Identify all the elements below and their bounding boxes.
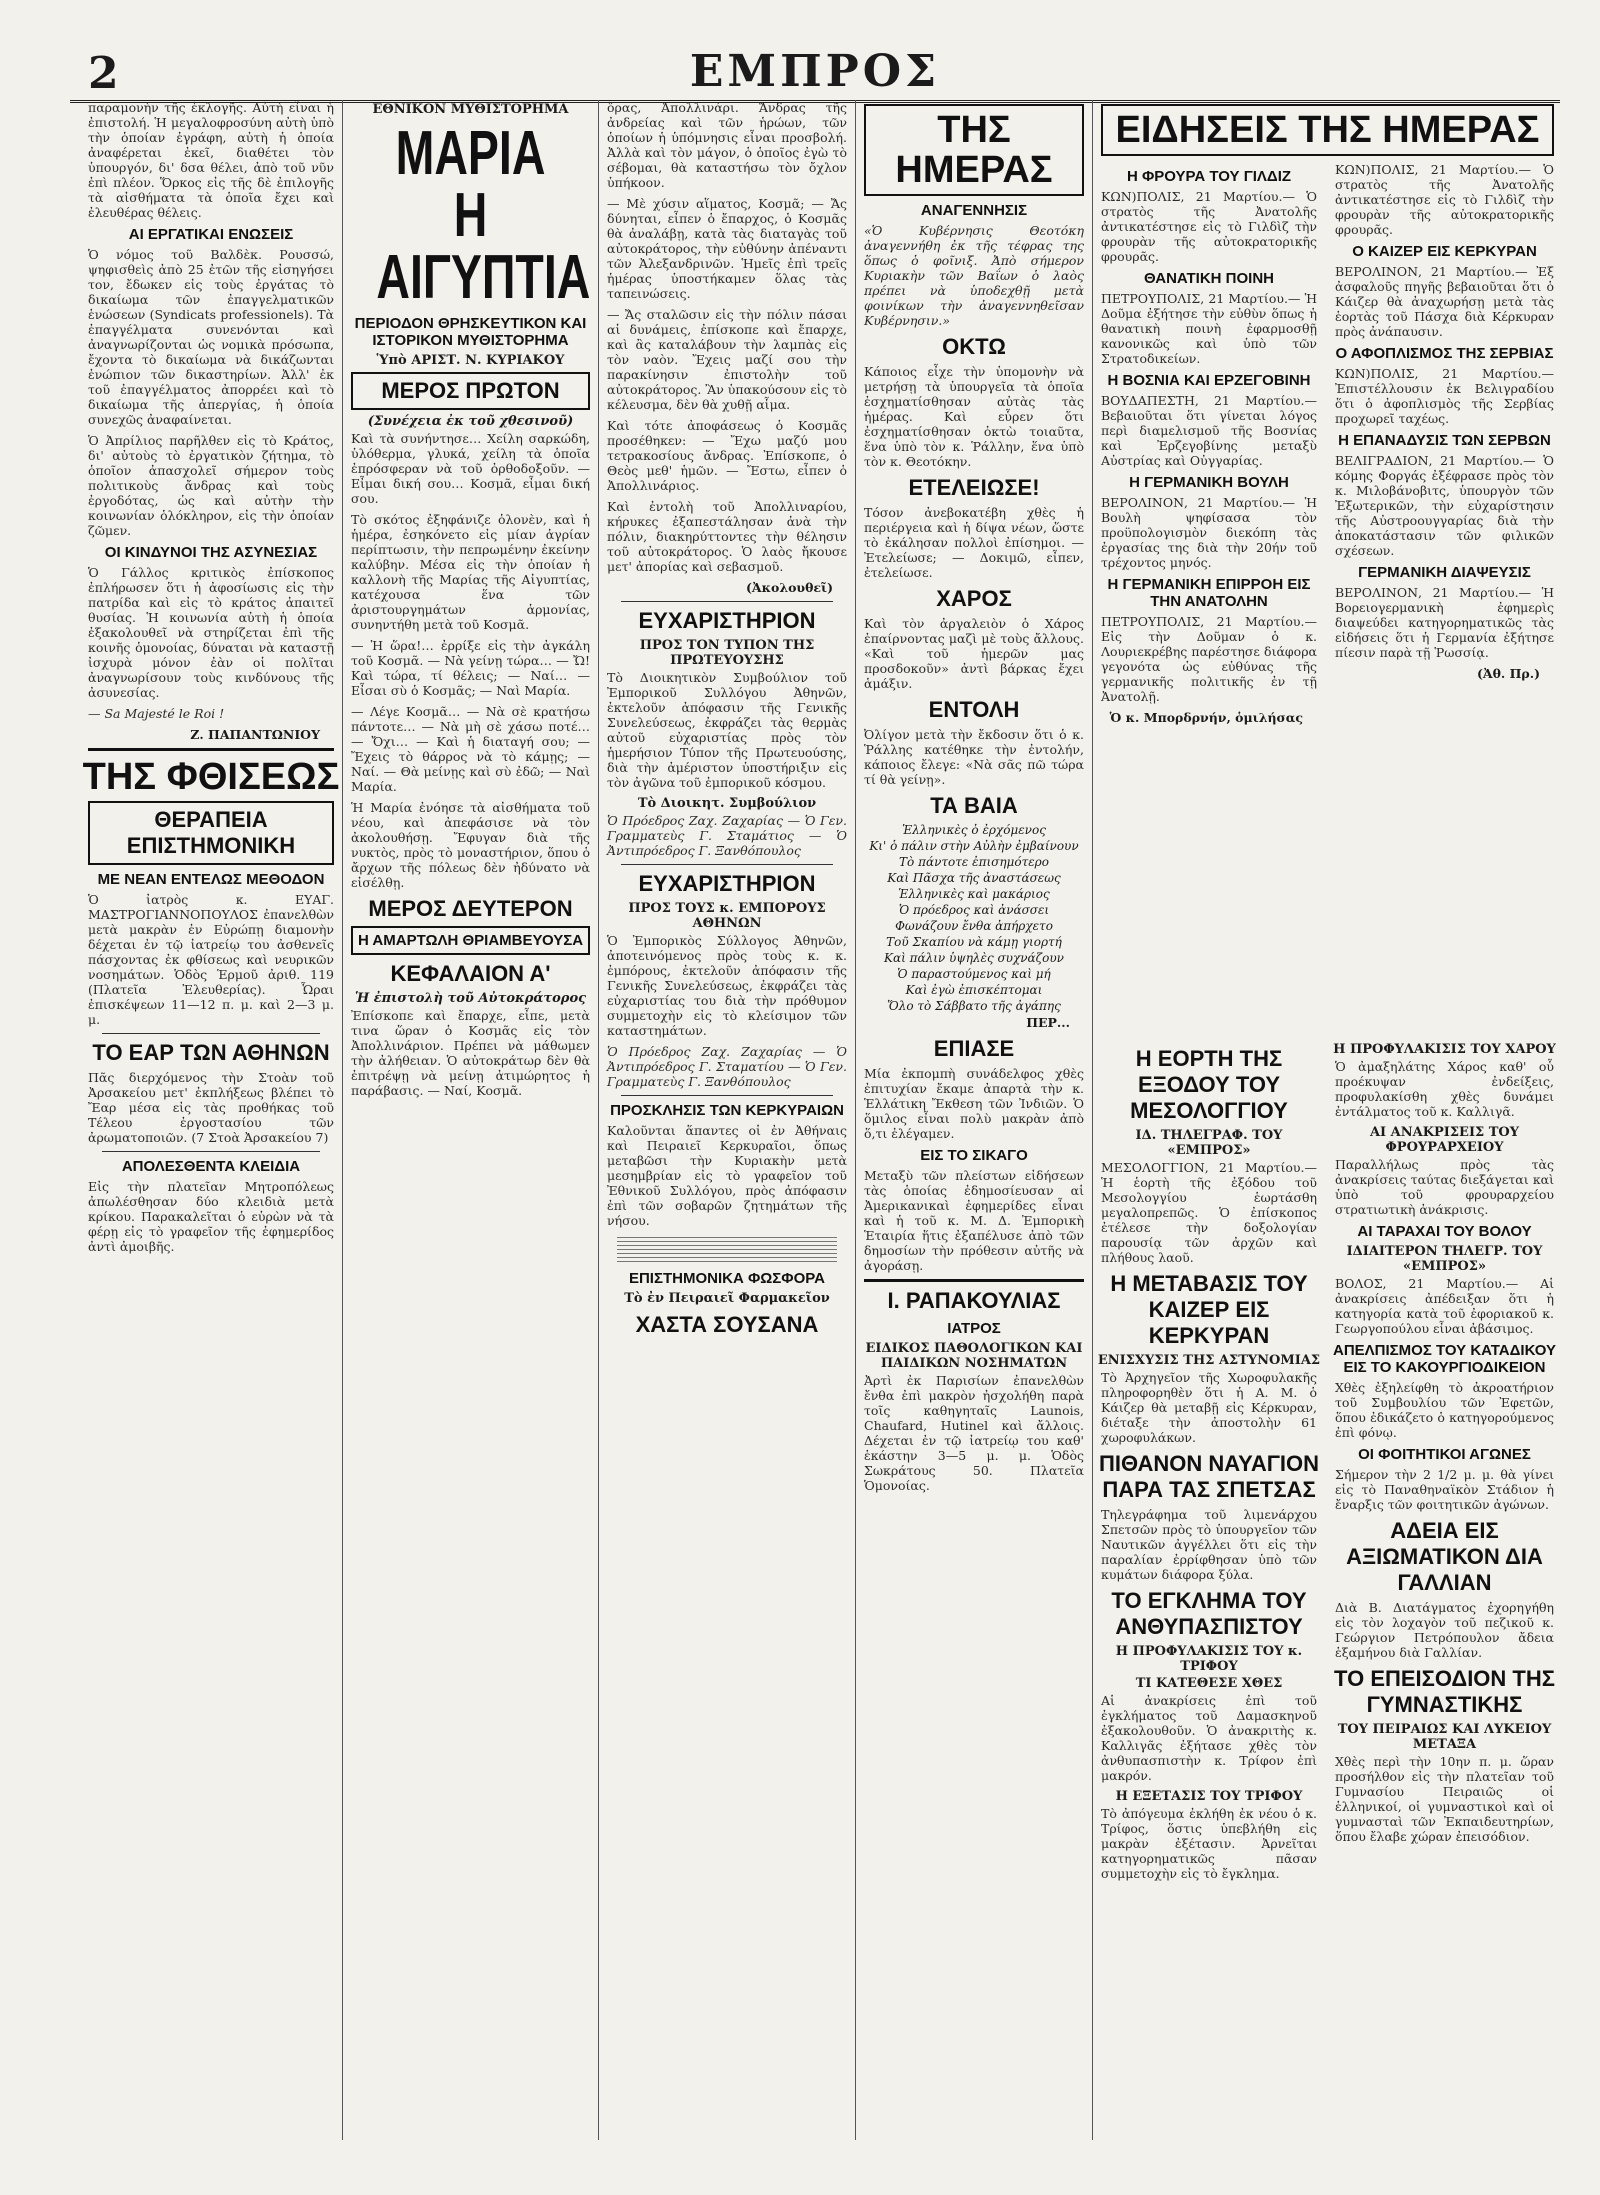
verse-line: Κι' ὁ πάλιν στὴν Αὐλὴν ἐμβαίνουν (869, 839, 1079, 853)
column-5 (1095, 100, 1560, 2155)
article-text: Μεταξὺ τῶν πλείστων εἰδήσεων τὰς ὁποίας ἐδημοσίευσαν αἱ Ἀμερικανικαὶ ἐφημερίδες εἶναι καὶ ἡ τοῦ κ. Μ. Δ. Ἐμπορικὴ Ἑταιρία ἥτις ἐξαπέλυσε ἀπὸ τῶν δημοσίων τὴν πρόθεσιν αὐτῆς νὰ ἀγοράσῃ. (864, 1168, 1084, 1273)
notice-names: Ὁ Πρόεδρος Ζαχ. Ζαχαρίας — Ὁ Ἀντιπρόεδρος Γ. Σταματίου — Ὁ Γεν. Γραμματεὺς Γ. Ξανθόπουλος (607, 1044, 847, 1089)
article-heading: ΑΔΕΙΑ ΕΙΣ ΑΞΙΩΜΑΤΙΚΟΝ ΔΙΑ ΓΑΛΛΙΑΝ (1346, 1518, 1543, 1595)
article-heading: ΕΙΣ ΤΟ ΣΙΚΑΓΟ (920, 1147, 1028, 1164)
serial-text: — Λέγε Κοσμᾶ… — Νὰ σὲ κρατήσω πάντοτε… — Νὰ μὴ σὲ χάσω ποτέ… — Ὄχι… — Καὶ ἡ διαταγή σου; — Ἔχεις τὸ θάρρος νὰ τὸ κάμῃς; — Ναί. — Θὰ μείνῃς καὶ σὺ ἐδῶ; — Ναὶ Μαρία. (351, 704, 590, 794)
article-heading: ΤΑ ΒΑΙΑ (930, 793, 1018, 818)
verse-line: Ἑλληνικὲς ὁ ἐρχόμενος (902, 823, 1046, 837)
article-heading: ΕΠΙΑΣΕ (933, 1036, 1015, 1061)
article-subheading: ΕΝΙΣΧΥΣΙΣ ΤΗΣ ΑΣΤΥΝΟΜΙΑΣ (1097, 1353, 1321, 1368)
news-heading: Ο ΚΑΙΖΕΡ ΕΙΣ ΚΕΡΚΥΡΑΝ (1352, 243, 1537, 260)
news-heading: Η ΒΟΣΝΙΑ ΚΑΙ ΕΡΖΕΓΟΒΙΝΗ (1107, 372, 1311, 389)
ad-subheading: ΕΙΔΙΚΟΣ ΠΑΘΟΛΟΓΙΚΩΝ ΚΑΙ ΠΑΙΔΙΚΩΝ ΝΟΣΗΜΑΤΩΝ (865, 1341, 1083, 1371)
divider (621, 601, 833, 602)
article-heading: ΑΠΕΛΠΙΣΜΟΣ ΤΟΥ ΚΑΤΑΔΙΚΟΥ ΕΙΣ ΤΟ ΚΑΚΟΥΡΓΙΟΔΙΚΕΙΟΝ (1333, 1342, 1556, 1376)
column-2 (345, 100, 596, 2155)
section-header: ΤΗΣ ΗΜΕΡΑΣ (864, 104, 1084, 196)
serial-text: — Ἄς σταλῶσιν εἰς τὴν πόλιν πάσαι αἱ δυνάμεις, ἐπίσκοπε καὶ ἔπαρχε, καὶ ἂς καταλάβουν τὴν λαμπὰς εἰς τὸν ναὸν. Ἔχεις μαζί σου τὴν παρακίνησιν ἐπιστολὴν τοῦ αὐτοκράτορος. Ἂν ὑπακούσουν εἰς τὸ κέλευσμα, δὲν θὰ χυθῇ αἷμα. (607, 307, 847, 412)
serial-text: Ἡ Μαρία ἐνόησε τὰ αἰσθήματα τοῦ νέου, καὶ ἀπεφάσισε νὰ τὸν ἀκολουθήσῃ. Ἔφυγαν διὰ τῆς νυκτὸς, πρὸς τὸ μοναστήριον, ὅπου ὁ ἄρχων τῆς πόλεως δὲν ἠδύνατο νὰ εἰσέλθῃ. (351, 800, 590, 890)
ad-heading: ΤΗΣ ΦΘΙΣΕΩΣ (82, 756, 340, 798)
local-news-right (1329, 1040, 1560, 1850)
news-heading: Η ΓΕΡΜΑΝΙΚΗ ΒΟΥΛΗ (1129, 474, 1289, 491)
notice-subheading: ΠΡΟΣ ΤΟΝ ΤΥΠΟΝ ΤΗΣ ΠΡΩΤΕΥΟΥΣΗΣ (639, 638, 815, 668)
article-text: Ὁ ἀμαξηλάτης Χάρος καθ' οὗ προέκυψαν ἐνδείξεις, προφυλακίσθη χθὲς δυνάμει ἐντάλματος τοῦ κ. Καλλιγᾶ. (1335, 1059, 1554, 1119)
telegram-label: ΙΔΙΑΙΤΕΡΟΝ ΤΗΛΕΓΡ. ΤΟΥ «ΕΜΠΡΟΣ» (1346, 1244, 1543, 1274)
news-heading: Η ΕΠΑΝΑΔΥΣΙΣ ΤΩΝ ΣΕΡΒΩΝ (1338, 432, 1551, 449)
news-text: ΚΩΝ)ΠΟΛΙΣ, 21 Μαρτίου.— Ἐπιστέλλουσιν ἐκ Βελιγραδίου ὅτι ὁ ἀφοπλισμὸς τῆς Σερβίας προχωρεῖ ταχέως. (1335, 366, 1554, 426)
article-heading: ΑΙ ΤΑΡΑΧΑΙ ΤΟΥ ΒΟΛΟΥ (1357, 1223, 1532, 1240)
article-subheading: Η ΕΞΕΤΑΣΙΣ ΤΟΥ ΤΡΙΦΟΥ (1115, 1789, 1303, 1804)
ad-footer: ΧΑΣΤΑ ΣΟΥΣΑΝΑ (635, 1312, 819, 1337)
article-text: Χθὲς ἐξηλείφθη τὸ ἀκροατήριον τοῦ Συμβουλίου τῶν Ἐφετῶν, ὅπου ἐδικάζετο ὁ κατηγορούμενος ἐπὶ φόνῳ. (1335, 1380, 1554, 1440)
article-text: Τόσον ἀνεβοκατέβη χθὲς ἡ περιέργεια καὶ ἡ δίψα νέων, ὥστε τὸ ἐκάλησαν πολλοὶ ἐπίσημοι. — Ἐτελείωσε; — Δοκιμῶ, εἶπεν, ἐτελείωσε. (864, 505, 1084, 580)
column-1 (82, 100, 340, 2155)
article-heading: ΤΟ ΕΓΚΛΗΜΑ ΤΟΥ ΑΝΘΥΠΑΣΠΙΣΤΟΥ (1111, 1588, 1307, 1639)
column-rule (1092, 100, 1093, 2140)
ad-text: Εἰς τὴν πλατεῖαν Μητροπόλεως ἀπωλέσθησαν δύο κλειδιὰ μετὰ κρίκου. Παρακαλεῖται ὁ εὑρὼν νὰ τὰ φέρῃ εἰς τὸ γραφεῖον τῆς ἐφημερίδος ἀντὶ ἀμοιβῆς. (88, 1179, 334, 1254)
ad-text: Ἀρτὶ ἐκ Παρισίων ἐπανελθὼν ἔνθα ἐπὶ μακρὸν ἠσχολήθη παρὰ τοῖς καθηγηταῖς Launois, Chaufard, Hutinel καὶ ἄλλοις. Δέχεται ἐν τῷ ἰατρείῳ του καθ' ἑκάστην 3—5 μ. μ. Ὁδὸς Σωκράτους 50. Πλατεῖα Ὁμονοίας. (864, 1373, 1084, 1493)
article-text: Ὁ νόμος τοῦ Βαλδὲκ. Ρουσσώ, ψηφισθεὶς ἀπὸ 25 ἐτῶν τῆς εἰσηγήσει τον, ἔδωκεν εἰς τοὺς ἐργάτας τὸ δικαίωμα τῶν ἐπαγγελματικῶν ἑνώσεων (Syndicats professionels). Τὰ ἐπαγγέλματα συνενόνται καὶ ἀναγνωρίζονται ὡς νομικὰ πρόσωπα, ἔχοντα τὸ δικαίωμα νὰ δικάζωνται ἐνώπιον τῶν δικαστηρίων. Ἀλλ' ἐκ τοῦ ἐπαγγέλματος ἀπορρέει καὶ τὸ δικαίωμα τῆς ἀπεργίας, ἡ ὁποία συνεχῶς ἀναφαίνεται. (88, 247, 334, 427)
news-subcolumn-left (1095, 162, 1323, 727)
article-text: Μία ἐκπομπὴ συνάδελφος χθὲς ἐπιτυχίαν ἔκαμε ἀπαρτὰ τὴν κ. Ἑλλάτικη Ἔκθεση τῶν Ἰνδιῶν. Ὁ ὅμιλος εἶναι πολὺ μακρὰν ἀπὸ ὅ,τι ἐλέγαμεν. (864, 1066, 1084, 1141)
serial-text: Τὸ σκότος ἐξηφάνιζε ὁλονὲν, καὶ ἡ ἡμέρα, ἐσηκόνετο εἰς μίαν ἀγρίαν περίπτωσιν, τὴν πεπρωμένην ἐκείνην καλύβην. Μέσα εἰς τὴν ὁποίαν ἡ καλλονὴ τῆς Μαρίας τῆς Αἰγυπτίας, κατέχουσα ἕνα τῶν ἀριστουργημάτων ἁρμονίας, συνηντήθη μετὰ τοῦ Κοσμᾶ. (351, 512, 590, 632)
article-heading: ΕΤΕΛΕΙΩΣΕ! (908, 475, 1040, 500)
notice-text: Τὸ Διοικητικὸν Συμβούλιον τοῦ Ἐμπορικοῦ Συλλόγου Ἀθηνῶν, ἐκτελοῦν ἀπόφασιν τῆς Γενικῆς Συνελεύσεως, ἐκφράζει τὰς θερμὰς αὐτοῦ εὐχαριστίας πρὸς τὸν ἡμερήσιον Τύπον τῆς Πρωτευούσης, διὰ τὴν ἀμέριστον ὑποστήριξιν εἰς τὸν ἀγῶνα τοῦ ἐμπορικοῦ κόσμου. (607, 670, 847, 790)
telegram-label: ΙΔ. ΤΗΛΕΓΡΑΦ. ΤΟΥ «ΕΜΠΡΟΣ» (1135, 1128, 1283, 1158)
verse-line: Καὶ ἐγὼ ἐπισκέπτομαι (905, 983, 1043, 997)
ad-text: Πᾶς διερχόμενος τὴν Στοὰν τοῦ Ἀρσακείου μετ' ἐκπλήξεως βλέπει τὸ Ἔαρ μέσα εἰς τὰς προθήκας τοῦ Τέλεου ἐργοστασίου τῶν ἀρωματοποιῶν. (7 Στοὰ Ἀρσακείου 7) (88, 1070, 334, 1145)
serial-text: Καὶ ἐντολὴ τοῦ Ἀπολλιναρίου, κήρυκες ἐξαπεστάλησαν ἀνὰ τὴν πόλιν, διακηρύττοντες τὴν θέλησιν τοῦ αὐτοκράτορος. Ὁ λαὸς ἤκουσε μετ' ἀπορίας καὶ σεβασμοῦ. (607, 499, 847, 574)
article-text: Ὁ Γάλλος κριτικὸς ἐπίσκοπος ἐπλήρωσεν ὅτι ἡ ἀφοσίωσις εἰς τὴν πατρίδα καὶ εἰς τὸ κράτος ἀπαιτεῖ θυσίας. Ἡ κοινωνία αὐτὴ ἡ ὁποία ἐξακολουθεῖ νὰ στηρίζεται ἐπὶ τῆς κοινῆς ὁμονοίας, δύναται νὰ καταστῇ ἰσχυρὰ μόνον ἐὰν οἱ πολῖται ἀναγνωρίσουν τοὺς κινδύνους τῆς ἀσυνεσίας. (88, 565, 334, 700)
column-4 (858, 100, 1090, 2155)
article-text: Αἱ ἀνακρίσεις ἐπὶ τοῦ ἐγκλήματος τοῦ Δαμασκηνοῦ ἐξακολουθοῦν. Ὁ ἀνακριτὴς κ. Καλλιγᾶς ἐξήτασε χθὲς τὸν ἀνθυπασπιστὴν κ. Τρίφον ἐπὶ μακρόν. (1101, 1693, 1317, 1783)
serial-text: — Μὲ χύσιν αἵματος, Κοσμᾶ; — Ἄς δύνηται, εἶπεν ὁ ἔπαρχος, ὁ Κοσμᾶς θὰ ἀναλάβῃ, κατὰ τὰς διαταγὰς τοῦ αὐτοκράτορος, τὴν εὐθύνην ἀπέναντι τῶν Ἀλεξανδρινῶν. Ἡμεῖς ἐπὶ τρεῖς ἡμέρας ὑποστήκαμεν ὅλας τὰς ταπεινώσεις. (607, 196, 847, 301)
news-text: ΒΕΡΟΛΙΝΟΝ, 21 Μαρτίου.— Ἡ Βορειογερμανικὴ ἐφημερὶς διαψεύδει κατηγορηματικῶς τὰς εἰδήσεις ὅτι ἡ Γερμανία ἐξήτησε πίεσιν παρὰ τῇ Ῥωσσίᾳ. (1335, 585, 1554, 660)
article-heading: ΑΝΑΓΕΝΝΗΣΙΣ (920, 202, 1028, 219)
article-text: Διὰ Β. Διατάγματος ἐχορηγήθη εἰς τὸν λοχαγὸν τοῦ πεζικοῦ κ. Γεώργιον Πετρόπουλον ἄδεια ἑξαμήνου διὰ Γαλλίαν. (1335, 1600, 1554, 1660)
article-heading: Η ΕΟΡΤΗ ΤΗΣ ΕΞΟΔΟΥ ΤΟΥ ΜΕΣΟΛΟΓΓΙΟΥ (1130, 1046, 1288, 1123)
chapter-title: Ἡ ἐπιστολὴ τοῦ Αὐτοκράτορος (354, 991, 587, 1006)
column-rule (342, 100, 343, 2140)
article-text: παραμονὴν τῆς ἐκλογῆς. Αὐτὴ εἶναι ἡ ἐπιστολή. Ἡ μεγαλοφροσύνη αὐτὴ ὑπὸ τὴν ὁποίαν ἐγράφη, αὐτὴ ἡ ὁποία ἀναφέρεται ἐκεῖ, διαθέτει τὸν ὑπουργόν, δι' δσα θέλει, ἀπὸ τοῦ νῦν ἐπὶ πλέον. Ὅρκος εἰς τῆς δὲ ἐπιλογῆς τὰ αἰσθήματα τὰ ὁποῖα ἔχει καὶ ἐλευθέρας θέλεις. (88, 100, 334, 220)
ad-text: Τὸ ἐν Πειραιεῖ Φαρμακεῖον (624, 1291, 830, 1306)
article-text: ΜΕΣΟΛΟΓΓΙΟΝ, 21 Μαρτίου.— Ἡ ἑορτὴ τῆς ἐξόδου τοῦ Μεσολογγίου ἑωρτάσθη μεγαλοπρεπῶς. Ὁ ἐπίσκοπος ἐτέλεσε τὴν δοξολογίαν παρουσίᾳ τῶν ἀρχῶν καὶ πλήθους λαοῦ. (1101, 1160, 1317, 1265)
article-subheading: ΑΙ ΑΝΑΚΡΙΣΕΙΣ ΤΟΥ ΦΡΟΥΡΑΡΧΕΙΟΥ (1369, 1125, 1520, 1155)
divider (88, 748, 334, 751)
article-text: Παραλλήλως πρὸς τὰς ἀνακρίσεις ταύτας διεξάγεται καὶ ὑπὸ τοῦ φρουραρχείου στρατιωτικὴ ἀνάκρισις. (1335, 1157, 1554, 1217)
divider (864, 1279, 1084, 1282)
news-signature: (Ἀθ. Πρ.) (1476, 666, 1540, 681)
divider (102, 1151, 320, 1152)
ad-subheading: ΙΑΤΡΟΣ (947, 1320, 1001, 1337)
article-text: Τὸ ἀπόγευμα ἐκλήθη ἐκ νέου ὁ κ. Τρίφος, ὅστις ὑπεβλήθη εἰς μακρὰν ἐξέτασιν. Ἀρνεῖται κατηγορηματικῶς πᾶσαν συμμετοχὴν εἰς τὸ ἔγκλημα. (1101, 1806, 1317, 1881)
article-text: Ὁ Ἀπρίλιος παρῆλθεν εἰς τὸ Κράτος, δι' αὐτοὺς τὸ ἐργατικὸν ζήτημα, τὸ ὁποῖον ἀπασχολεῖ σήμερον τοὺς πολιτικοὺς ἄνδρας καὶ τοὺς ἐργοδότας, ὡς καὶ αὐτὴν τὴν κοινωνίαν ὁλόκληρον, εἰς τὴν ὁποίαν ζῶμεν. (88, 433, 334, 538)
notice-text: Καλοῦνται ἅπαντες οἱ ἐν Ἀθήναις καὶ Πειραιεῖ Κερκυραῖοι, ὅπως μεταβῶσι τὴν Κυριακὴν μετὰ μεσημβρίαν εἰς τὸ γραφεῖον τοῦ Ἐθνικοῦ Συλλόγου, πρὸς ἀπόφασιν ἐπὶ τῶν σοβαρῶν ζητημάτων τῆς νήσου. (607, 1123, 847, 1228)
article-subheading: Η ΠΡΟΦΥΛΑΚΙΣΙΣ ΤΟΥ ΧΑΡΟΥ (1333, 1042, 1556, 1057)
ad-subheading: ΜΕ ΝΕΑΝ ΕΝΤΕΛΩΣ ΜΕΘΟΔΟΝ (97, 871, 325, 888)
article-text: Καὶ τὸν ἀργαλειὸν ὁ Χάρος ἐπαίρνοντας μαζὶ μὲ τοὺς ἄλλους. «Καὶ τοῦ ἡμερῶν μας προσδοκοῦν» ἀντὶ βάρκας ἔχει ἁμάξιν. (864, 616, 1084, 691)
news-heading: Η ΓΕΡΜΑΝΙΚΗ ΕΠΙΡΡΟΗ ΕΙΣ ΤΗΝ ΑΝΑΤΟΛΗΝ (1107, 576, 1311, 610)
section-header: ΕΙΔΗΣΕΙΣ ΤΗΣ ΗΜΕΡΑΣ (1101, 104, 1554, 156)
article-subheading: ΤΟΥ ΠΕΙΡΑΙΩΣ ΚΑΙ ΛΥΚΕΙΟΥ ΜΕΤΑΞΑ (1337, 1722, 1552, 1752)
news-text: ΚΩΝ)ΠΟΛΙΣ, 21 Μαρτίου.— Ὁ στρατὸς τῆς Ἀνατολῆς ἀντικατέστησε εἰς τὸ Γιλδὶζ τὴν φρουρὰν τῆς αὐτοκρατορικῆς φρουρᾶς. (1101, 189, 1317, 264)
news-text: ΒΕΡΟΛΙΝΟΝ, 21 Μαρτίου.— Ἡ Βουλὴ ψηφίσασα τὸν προϋπολογισμὸν διεκόπη τὰς ἐργασίας της διὰ τὴν 20ήν τοῦ τρέχοντος μηνός. (1101, 495, 1317, 570)
article-text: Χθὲς περὶ τὴν 10ην π. μ. ὥραν προσήλθον εἰς τὴν πλατεῖαν τοῦ Γυμνασίου Πειραιῶς οἱ ἑλληνικοί, οἱ γυμναστικοὶ καὶ οἱ γυμνασταὶ τῶν Ἐκπαιδευτηρίων, ὅπου ἔλαβε χώραν ἐπεισόδιον. (1335, 1754, 1554, 1844)
notice-signature: Τὸ Διοικητ. Συμβούλιον (637, 796, 817, 811)
verse-line: Ὁ παραστούμενος καὶ μή (897, 967, 1051, 981)
verse-line: Ὅλο τὸ Σάββατο τῆς ἀγάπης (887, 999, 1061, 1013)
verse-line: Τοῦ Σκαπίου νὰ κάμῃ γιορτή (886, 935, 1062, 949)
divider (102, 1033, 320, 1034)
news-text: ΒΕΡΟΛΙΝΟΝ, 21 Μαρτίου.— Ἐξ ἀσφαλοῦς πηγῆς βεβαιοῦται ὅτι ὁ Κάιζερ θὰ ἀναχωρήσῃ μετὰ τὰς ἑορτὰς τοῦ Πάσχα διὰ Κέρκυραν πρὸς ἀνάπαυσιν. (1335, 264, 1554, 339)
ad-heading: ΑΠΟΛΕΣΘΕΝΤΑ ΚΛΕΙΔΙΑ (121, 1158, 301, 1175)
verse-line: Ὁ πρόεδρος καὶ ἀνάσσει (898, 903, 1050, 917)
article-heading: ΧΑΡΟΣ (936, 586, 1012, 611)
series-label: ΕΘΝΙΚΟΝ ΜΥΘΙΣΤΟΡΗΜΑ (372, 102, 569, 117)
notice-heading: ΠΡΟΣΚΛΗΣΙΣ ΤΩΝ ΚΕΡΚΥΡΑΙΩΝ (610, 1102, 844, 1119)
notice-heading: ΕΥΧΑΡΙΣΤΗΡΙΟΝ (638, 608, 816, 633)
news-text: ΠΕΤΡΟΥΠΟΛΙΣ, 21 Μαρτίου.— Εἰς τὴν Δοῦμαν ὁ κ. Λουριεκρέβης παρέστησε διάφορα γεγονότα ὡς εὐθύνας τῆς γερμανικῆς πολιτικῆς ἐν τῇ Ἀνατολῇ. (1101, 614, 1317, 704)
part-heading: ΜΕΡΟΣ ΔΕΥΤΕΡΟΝ (368, 896, 573, 921)
serial-text: Καὶ τὰ συνήντησε… Χείλη σαρκώδη, ὑλόθερμα, γλυκά, χείλη τὰ ὁποῖα ἐπρόσφεραν νὰ τοῦ ὀρθοδοξοῦν. — Εἶμαι δική σου… Κοσμᾶ, εἶμαι δική σου. (351, 431, 590, 506)
ad-heading: ΕΠΙΣΤΗΜΟΝΙΚΑ ΦΩΣΦΟΡΑ (628, 1270, 826, 1287)
continued-note: (Ἀκολουθεῖ) (746, 580, 833, 595)
decorative-rule (617, 1236, 837, 1262)
article-text: Ὀλίγον μετὰ τὴν ἔκδοσιν ὅτι ὁ κ. Ῥάλλης κατέθηκε τὴν ἐντολήν, κάποιος ἔλεγε: «Νὰ σᾶς πῶ τώρα τί θὰ γείνῃ». (864, 727, 1084, 787)
serial-author: Ὑπὸ ΑΡΙΣΤ. Ν. ΚΥΡΙΑΚΟΥ (376, 353, 565, 368)
divider (621, 1095, 833, 1096)
verse-line: Τὸ πάντοτε ἐπισημότερο (899, 855, 1049, 869)
article-subheading: Η ΠΡΟΦΥΛΑΚΙΣΙΣ ΤΟΥ κ. ΤΡΙΦΟΥ (1115, 1644, 1303, 1674)
news-heading: ΓΕΡΜΑΝΙΚΗ ΔΙΑΨΕΥΣΙΣ (1358, 564, 1531, 581)
ad-heading: ΤΟ ΕΑΡ ΤΩΝ ΑΘΗΝΩΝ (92, 1040, 330, 1065)
article-text: ΒΟΛΟΣ, 21 Μαρτίου.— Αἱ ἀνακρίσεις ἀπέδειξαν ὅτι ἡ κατηγορία κατὰ τοῦ ἐφοριακοῦ κ. Γεωργοπούλου εἶναι ἀβάσιμος. (1335, 1276, 1554, 1336)
continued-note: (Συνέχεια ἐκ τοῦ χθεσινοῦ) (367, 414, 574, 429)
notice-subheading: ΠΡΟΣ ΤΟΥΣ κ. ΕΜΠΟΡΟΥΣ ΑΘΗΝΩΝ (628, 901, 826, 931)
article-heading: ΤΟ ΕΠΕΙΣΟΔΙΟΝ ΤΗΣ ΓΥΜΝΑΣΤΙΚΗΣ (1334, 1666, 1555, 1717)
serial-text: — Ἡ ὥρα!… ἐρρίξε εἰς τὴν ἀγκάλη τοῦ Κοσμᾶ. — Νὰ γείνῃ τώρα… — Ὤ! Καὶ τώρα, τί θέλεις; — Ναί… — Εἶσαι σὺ ὁ Κοσμᾶς; — Ναὶ Μαρία. (351, 638, 590, 698)
part-subheading: Η ΑΜΑΡΤΩΛΗ ΘΡΙΑΜΒΕΥΟΥΣΑ (351, 926, 590, 955)
byline: Ζ. ΠΑΠΑΝΤΩΝΙΟΥ (190, 727, 320, 742)
notice-text: Ὁ Ἐμπορικὸς Σύλλογος Ἀθηνῶν, ἀποτεινόμενος πρὸς τοὺς κ. κ. ἐμπόρους, ἐκτελοῦν ἀπόφασιν τῆς Γενικῆς Συνελεύσεως, ἐκφράζει τὰς εὐχαριστίας του διὰ τὴν πρόθυμον συμμετοχὴν εἰς τὸ κλείσιμον τῶν καταστημάτων. (607, 933, 847, 1038)
notice-names: Ὁ Πρόεδρος Ζαχ. Ζαχαρίας — Ὁ Γεν. Γραμματεὺς Γ. Σταμάτιος — Ὁ Ἀντιπρόεδρος Γ. Ξανθόπουλος (607, 813, 847, 858)
divider (621, 864, 833, 865)
article-text: Κάποιος εἶχε τὴν ὑπομονὴν νὰ μετρήσῃ τὰ ὑπουργεῖα τὰ ὁποῖα ἐσχηματίσθησαν αὐτὰς τὰς ἡμέρας. Καὶ εὗρεν ὅτι ἐσχηματίσθησαν ὀκτὼ τοιαῦτα, ἕνα ὑπὸ τὸν κ. Ῥάλλην, ἕνα ὑπὸ τὸν κ. Θεοτόκην. (864, 364, 1084, 469)
notice-heading: ΕΥΧΑΡΙΣΤΗΡΙΟΝ (638, 871, 816, 896)
article-heading: Η ΜΕΤΑΒΑΣΙΣ ΤΟΥ ΚΑΙΖΕΡ ΕΙΣ ΚΕΡΚΥΡΑΝ (1110, 1271, 1308, 1348)
article-heading: ΠΙΘΑΝΟΝ ΝΑΥΑΓΙΟΝ ΠΑΡΑ ΤΑΣ ΣΠΕΤΣΑΣ (1098, 1451, 1320, 1502)
serial-text: Καὶ τότε ἀποφάσεως ὁ Κοσμᾶς προσέθηκεν: — Ἔχω μαζύ μου τετρακοσίους ἄνδρας. Ἐπίσκοπε, ὁ Θεὸς μεθ' ἡμῶν. — Ἔστω, εἶπεν ὁ Ἀπολλινάριος. (607, 418, 847, 493)
column-rule (598, 100, 599, 2140)
article-heading: ΟΙ ΚΙΝΔΥΝΟΙ ΤΗΣ ΑΣΥΝΕΣΙΑΣ (104, 544, 318, 561)
serial-title: ΜΑΡΙΑ Η ΑΙΓΥΠΤΙΑ (376, 119, 591, 312)
verse-line: Καὶ πάλιν ὑψηλὲς συχνάζουν (884, 951, 1064, 965)
verse-line: Καὶ Πᾶσχα τῆς ἀναστάσεως (887, 871, 1061, 885)
serial-subtitle: ΠΕΡΙΟΔΟΝ ΘΡΗΣΚΕΥΤΙΚΟΝ ΚΑΙ ΙΣΤΟΡΙΚΟΝ ΜΥΘΙΣΤΟΡΗΜΑ (354, 315, 587, 349)
quote: — Sa Majesté le Roi ! (88, 706, 225, 721)
verse-line: Ἑλληνικὲς καὶ μακάριος (898, 887, 1050, 901)
ad-text: Ὁ ἰατρὸς κ. ΕΥΑΓ. ΜΑΣΤΡΟΓΙΑΝΝΟΠΟΥΛΟΣ ἐπανελθὼν μετὰ μακρὰν ἐν Εὐρώπῃ διαμονὴν δέχεται ἐν τῷ ἰατρείῳ του ἀσθενεῖς πάσχοντας ἐκ φθίσεως καὶ νευρικῶν νοσημάτων. Ὁδὸς Ἑρμοῦ ἀριθ. 119 (Πλατεῖα Ἐλευθερίας). Ὧραι ἐπισκέψεων 11—12 π. μ. καὶ 2—3 μ. μ. (88, 892, 334, 1027)
ad-subheading: ΘΕΡΑΠΕΙΑ ΕΠΙΣΤΗΜΟΝΙΚΗ (88, 801, 334, 865)
verse-signature: ΠΕΡ... (1026, 1015, 1070, 1030)
article-heading: ΕΝΤΟΛΗ (928, 697, 1020, 722)
news-text: ΒΟΥΔΑΠΕΣΤΗ, 21 Μαρτίου.— Βεβαιοῦται ὅτι γίνεται λόγος περὶ διαμελισμοῦ τῆς Βοσνίας καὶ Ἐρζεγοβίνης μεταξὺ Αὐστρίας καὶ Οὐγγαρίας. (1101, 393, 1317, 468)
news-text: ΒΕΛΙΓΡΑΔΙΟΝ, 21 Μαρτίου.— Ὁ κόμης Φοργάς ἐξέφρασε πρὸς τὸν κ. Μιλοβάνοβιτς, ὑπουργὸν τῶν Ἐξωτερικῶν, τὴν εὐχαρίστησιν τῆς Αὐστροουγγαρίας διὰ τὴν ἀποκατάστασιν τῶν φιλικῶν σχέσεων. (1335, 453, 1554, 558)
news-text: ΚΩΝ)ΠΟΛΙΣ, 21 Μαρτίου.— Ὁ στρατὸς τῆς Ἀνατολῆς ἀντικατέστησε εἰς τὸ Γιλδὶζ τὴν φρουρὰν τῆς αὐτοκρατορικῆς φρουρᾶς. (1335, 162, 1554, 237)
news-heading: ΘΑΝΑΤΙΚΗ ΠΟΙΝΗ (1143, 270, 1274, 287)
news-signature: Ὁ κ. Μπορδρνήν, ὁμιλήσας (1109, 710, 1303, 725)
serial-text: ὅρας, Ἀπολλινάρι. Ἄνδρας τῆς ἀνδρείας καὶ τῶν ἡρώων, τῶν ὁποίων ἡ ὑπόμνησις εἶναι προσβολή. Ἀλλὰ καὶ τὸν μάγον, ὁ ὁποῖος ἐγὼ τὸ σέβομαι, θὰ καταστήσω τὸν ὄχλον ὑπήκοον. (607, 100, 847, 190)
article-heading: ΟΙ ΦΟΙΤΗΤΙΚΟΙ ΑΓΩΝΕΣ (1358, 1446, 1531, 1463)
ad-heading: Ι. ΡΑΠΑΚΟΥΛΙΑΣ (887, 1288, 1061, 1313)
article-subheading: ΤΙ ΚΑΤΕΘΕΣΕ ΧΘΕΣ (1135, 1676, 1283, 1691)
masthead (70, 40, 1560, 103)
serial-text: Ἐπίσκοπε καὶ ἔπαρχε, εἶπε, μετὰ τινα ὥραν ὁ Κοσμᾶς εἰς τὸν Ἀπολλινάριον. Πρέπει νὰ μάθωμεν τὴν ἀλήθειαν. Ὁ αὐτοκράτωρ δὲν θὰ ἐπιτρέψῃ νὰ μείνῃ ἀτιμώρητος ἡ παράβασις. — Ναί, Κοσμᾶ. (351, 1008, 590, 1098)
column-rule (855, 100, 856, 2140)
chapter-heading: ΚΕΦΑΛΑΙΟΝ Α' (390, 961, 551, 986)
article-text: Τηλεγράφημα τοῦ λιμενάρχου Σπετσῶν πρὸς τὸ ὑπουργεῖον τῶν Ναυτικῶν ἀγγέλλει ὅτι εἰς τὴν παραλίαν ἐρρίφθησαν ὑπὸ τῶν κυμάτων διάφορα ξύλα. (1101, 1507, 1317, 1582)
news-text: ΠΕΤΡΟΥΠΟΛΙΣ, 21 Μαρτίου.— Ἡ Δοῦμα ἐξήτησε τὴν εὐθὺν ὅπως ἡ θανατικὴ ποινὴ ἐφαρμοσθῇ κανονικῶς καὶ ὑπὸ τῶν Στρατοδικείων. (1101, 291, 1317, 366)
article-heading: ΑΙ ΕΡΓΑΤΙΚΑΙ ΕΝΩΣΕΙΣ (128, 226, 294, 243)
newspaper-title: ΕΜΠΡΟΣ (689, 46, 941, 97)
news-heading: Η ΦΡΟΥΡΑ ΤΟΥ ΓΙΛΔΙΖ (1126, 168, 1292, 185)
article-text: «Ὁ Κυβέρνησις Θεοτόκη ἀναγεννήθη ἐκ τῆς τέφρας της ὅπως ὁ φοῖνιξ. Ἀπὸ σήμερον Κυριακὴν τῶν Βαΐων ὁ λαὸς πρέπει νὰ ὑποδεχθῇ μετὰ φοινίκων τὴν ἀναγεννηθεῖσαν Κυβέρνησιν.» (864, 223, 1084, 328)
local-news-left (1095, 1040, 1323, 1887)
verse-line: Φωνάζουν ἔνθα ἀπήρχετο (895, 919, 1053, 933)
article-heading: ΟΚΤΩ (942, 334, 1006, 359)
column-3 (601, 100, 853, 2155)
article-text: Τὸ Ἀρχηγεῖον τῆς Χωροφυλακῆς πληροφορηθὲν ὅτι ἡ Α. Μ. ὁ Κάιζερ θὰ μεταβῇ εἰς Κέρκυραν, διέταξε τὴν ἀποστολὴν 61 χωροφυλάκων. (1101, 1370, 1317, 1445)
article-text: Σήμερον τὴν 2 1/2 μ. μ. θὰ γίνει εἰς τὸ Παναθηναϊκὸν Στάδιον ἡ ἔναρξις τῶν φοιτητικῶν ἀγώνων. (1335, 1467, 1554, 1512)
news-heading: Ο ΑΦΟΠΛΙΣΜΟΣ ΤΗΣ ΣΕΡΒΙΑΣ (1335, 345, 1554, 362)
part-heading: ΜΕΡΟΣ ΠΡΩΤΟΝ (351, 372, 590, 410)
page-number: 2 (88, 48, 119, 99)
news-subcolumn-right (1329, 162, 1560, 683)
